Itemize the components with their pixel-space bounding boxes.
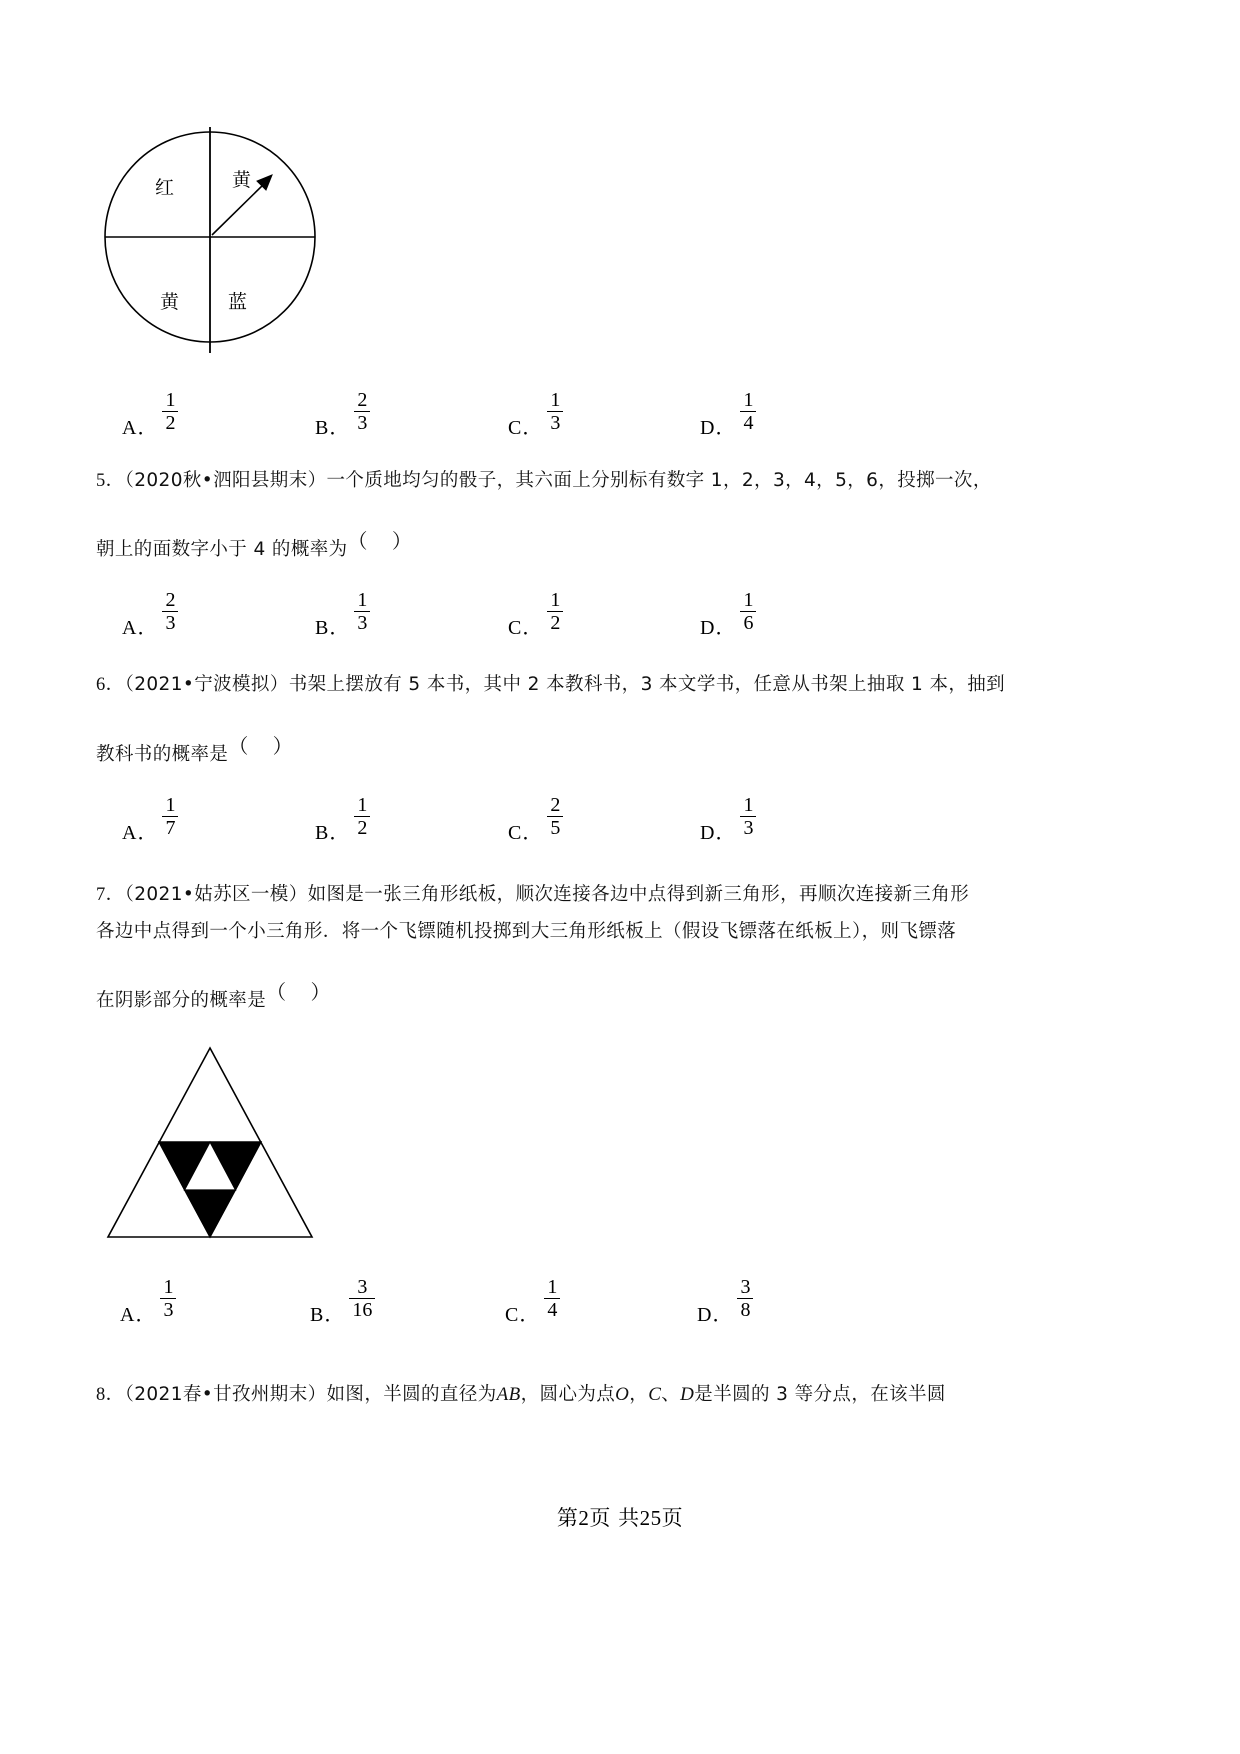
numerator: 1 (547, 1276, 558, 1298)
q4-option-d[interactable] (700, 389, 756, 442)
q7-option-c-label: C． (505, 1304, 541, 1327)
q7-option-a[interactable] (120, 1276, 176, 1329)
q6-option-a-label: A． (122, 822, 159, 845)
q6-text-line1: 书架上摆放有 5 本书，其中 2 本教科书，3 本文学书，任意从书架上抽取 1 本，抽到 (288, 674, 1006, 695)
q8-seg-4: ， (629, 1384, 649, 1405)
q8-var-d: D (680, 1384, 695, 1405)
numerator: 2 (357, 389, 368, 411)
q4-option-c-fraction (547, 390, 563, 433)
numerator: 1 (743, 589, 754, 611)
q7-option-b-label: B． (310, 1304, 346, 1327)
numerator: 3 (357, 1276, 368, 1298)
footer-current-page: 2 (578, 1506, 590, 1530)
denominator: 2 (550, 612, 561, 635)
numerator: 2 (165, 589, 176, 611)
q7-option-d[interactable] (697, 1276, 753, 1329)
q5-option-c-label: C． (508, 617, 544, 640)
footer-middle: 页 共 (589, 1506, 640, 1530)
numerator: 3 (740, 1276, 751, 1298)
spinner-label-bottom-left: 黄 (160, 291, 180, 313)
q7-option-b[interactable] (310, 1276, 375, 1329)
q5-line2 (96, 529, 421, 561)
denominator: 2 (357, 817, 368, 840)
q6-number: 6． (96, 675, 125, 695)
q7-line3 (96, 980, 340, 1012)
denominator: 5 (550, 817, 561, 840)
q5-line1 (96, 466, 992, 492)
q6-option-d-label: D． (700, 822, 737, 845)
q7-answer-blank[interactable]: （ ） (266, 980, 340, 1004)
q6-option-a[interactable] (122, 794, 178, 847)
q5-options-row (0, 585, 1240, 645)
q8-source: （2021春•甘孜州期末） (124, 1384, 327, 1405)
q7-text-line2: 各边中点得到一个小三角形．将一个飞镖随机投掷到大三角形纸板上（假设飞镖落在纸板上），则飞镖落 (96, 921, 957, 942)
q5-option-d-label: D． (700, 617, 737, 640)
q7-option-c-fraction (544, 1277, 560, 1320)
q7-options-row (0, 1272, 1240, 1332)
q6-line1 (96, 670, 1005, 696)
denominator: 2 (165, 412, 176, 435)
q7-line1 (96, 880, 969, 906)
q6-text-line2: 教科书的概率是 (96, 744, 229, 765)
numerator: 2 (550, 794, 561, 816)
q6-option-c-fraction (547, 795, 563, 838)
q7-option-c[interactable] (505, 1276, 560, 1329)
denominator: 6 (743, 612, 754, 635)
q4-option-d-fraction (740, 390, 756, 433)
q4-option-a-fraction (162, 390, 178, 433)
numerator: 1 (550, 589, 561, 611)
q6-option-b-label: B． (315, 822, 351, 845)
q7-option-a-label: A． (120, 1304, 157, 1327)
q7-text-line1: 如图是一张三角形纸板，顺次连接各边中点得到新三角形，再顺次连接新三角形 (307, 884, 970, 905)
q4-options-row (0, 385, 1240, 445)
q8-number: 8． (96, 1385, 125, 1405)
q6-line2 (96, 734, 302, 766)
q7-text-line3: 在阴影部分的概率是 (96, 990, 267, 1011)
footer-prefix: 第 (556, 1506, 579, 1530)
q8-seg-6: 、 (661, 1384, 681, 1405)
q4-option-b-label: B． (315, 417, 351, 440)
q4-option-a[interactable] (122, 389, 178, 442)
q5-option-d-fraction (740, 590, 756, 633)
spinner-label-top-right: 黄 (232, 169, 252, 191)
numerator: 1 (163, 1276, 174, 1298)
denominator: 4 (743, 412, 754, 435)
q7-option-d-fraction (737, 1277, 753, 1320)
q5-answer-blank[interactable]: （ ） (347, 529, 421, 553)
q5-option-c-fraction (547, 590, 563, 633)
q6-option-d[interactable] (700, 794, 756, 847)
q5-option-c[interactable] (508, 589, 563, 642)
denominator: 3 (357, 612, 368, 635)
q5-text-line1: 一个质地均匀的骰子，其六面上分别标有数字 1，2，3，4，5，6，投掷一次， (326, 470, 992, 491)
denominator: 3 (165, 612, 176, 635)
q4-option-c-label: C． (508, 417, 544, 440)
q6-option-b[interactable] (315, 794, 370, 847)
denominator: 3 (550, 412, 561, 435)
q4-option-a-label: A． (122, 417, 159, 440)
q4-option-d-label: D． (700, 417, 737, 440)
q8-seg-0: 如图，半圆的直径为 (326, 1384, 497, 1405)
numerator: 1 (743, 794, 754, 816)
q7-option-d-label: D． (697, 1304, 734, 1327)
q8-var-ab: AB (496, 1384, 521, 1405)
q5-option-b-label: B． (315, 617, 351, 640)
q4-option-c[interactable] (508, 389, 563, 442)
q5-option-b[interactable] (315, 589, 370, 642)
numerator: 1 (357, 794, 368, 816)
numerator: 1 (550, 389, 561, 411)
q5-option-a-label: A． (122, 617, 159, 640)
q7-option-b-fraction (349, 1277, 375, 1320)
triangle-svg (100, 1040, 330, 1255)
denominator: 16 (352, 1299, 373, 1322)
denominator: 7 (165, 817, 176, 840)
q5-option-a[interactable] (122, 589, 178, 642)
q6-answer-blank[interactable]: （ ） (228, 734, 302, 758)
q8-line1 (96, 1380, 946, 1406)
q4-option-b-fraction (354, 390, 370, 433)
numerator: 1 (357, 589, 368, 611)
footer-suffix: 页 (661, 1506, 684, 1530)
q5-text-line2: 朝上的面数字小于 4 的概率为 (96, 539, 348, 560)
spinner-label-top-left: 红 (155, 177, 175, 199)
q6-option-b-fraction (354, 795, 370, 838)
q7-option-a-fraction (160, 1277, 176, 1320)
denominator: 3 (357, 412, 368, 435)
q5-option-d[interactable] (700, 589, 756, 642)
numerator: 1 (165, 389, 176, 411)
q6-options-row (0, 790, 1240, 850)
spinner-svg (100, 115, 340, 360)
q8-seg-8: 是半圆的 3 等分点，在该半圆 (694, 1384, 946, 1405)
denominator: 3 (743, 817, 754, 840)
q8-seg-2: ，圆心为点 (520, 1384, 616, 1405)
q6-option-d-fraction (740, 795, 756, 838)
q5-option-a-fraction (162, 590, 178, 633)
spinner-figure (100, 115, 340, 360)
numerator: 1 (165, 794, 176, 816)
page-footer (0, 1502, 1240, 1532)
q7-source: （2021•姑苏区一模） (124, 884, 308, 905)
q7-number: 7． (96, 885, 125, 905)
q7-line2 (96, 917, 956, 943)
footer-total-pages: 25 (639, 1506, 662, 1530)
q5-option-b-fraction (354, 590, 370, 633)
spinner-label-bottom-right: 蓝 (228, 291, 248, 313)
q4-option-b[interactable] (315, 389, 370, 442)
q6-option-c[interactable] (508, 794, 563, 847)
q5-source: （2020秋•泗阳县期末） (124, 470, 327, 491)
denominator: 8 (740, 1299, 751, 1322)
numerator: 1 (743, 389, 754, 411)
q8-var-c: C (648, 1384, 662, 1405)
q5-number: 5． (96, 471, 125, 491)
q6-option-c-label: C． (508, 822, 544, 845)
denominator: 4 (547, 1299, 558, 1322)
denominator: 3 (163, 1299, 174, 1322)
triangle-figure (100, 1040, 330, 1255)
q8-var-o: O (615, 1384, 630, 1405)
q6-option-a-fraction (162, 795, 178, 838)
q6-source: （2021•宁波模拟） (124, 674, 289, 695)
